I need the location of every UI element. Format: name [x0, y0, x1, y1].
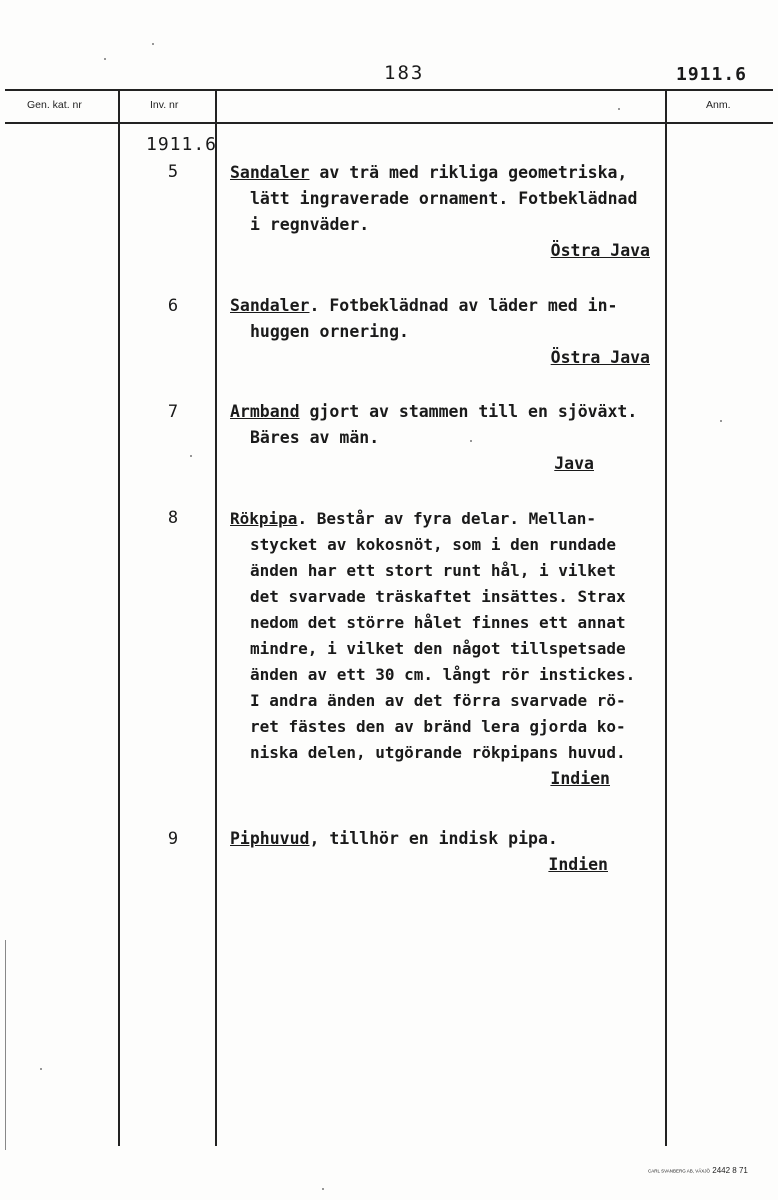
entry-place-row — [230, 766, 666, 792]
entry-title: Sandaler — [230, 163, 310, 182]
entry-line: Sandaler. Fotbeklädnad av läder med in- — [230, 296, 618, 315]
entry-place: Java — [554, 454, 594, 473]
entry-place: Östra Java — [550, 241, 650, 260]
year-label: 1911.6 — [146, 134, 218, 155]
entry-line: nedom det större hålet finnes ett annat — [250, 613, 626, 632]
scan-speck — [322, 1188, 324, 1190]
entry-line: Piphuvud, tillhör en indisk pipa. — [230, 829, 558, 848]
entry-line: Rökpipa. Består av fyra delar. Mellan- — [230, 509, 597, 528]
entry-place: Östra Java — [550, 348, 650, 367]
entry-line: lätt ingraverade ornament. Fotbeklädnad — [250, 189, 638, 208]
printer-name: CARL SVANBERG AB, VÄXJÖ — [648, 1168, 711, 1174]
catalog-entry-5 — [230, 160, 666, 264]
catalog-entry-7 — [230, 399, 666, 477]
entry-place-row — [230, 345, 666, 371]
divider-inv-text — [215, 90, 217, 1146]
entry-line: niska delen, utgörande rökpipans huvud. — [250, 743, 626, 762]
entry-line: i regnväder. — [250, 215, 370, 234]
inv-number-9: 9 — [167, 829, 179, 849]
divider-gen-inv — [118, 90, 120, 1146]
inv-number-5: 5 — [167, 162, 179, 182]
printer-mark — [648, 1166, 748, 1175]
inv-number-6: 6 — [167, 296, 179, 316]
column-gen-kat-nr: Gen. kat. nr — [27, 99, 82, 111]
scan-speck — [190, 455, 192, 457]
scan-speck — [720, 420, 722, 422]
scan-speck — [618, 108, 620, 110]
entry-title: Sandaler — [230, 296, 310, 315]
entry-place-row — [230, 451, 666, 477]
page-number: 183 — [384, 62, 425, 84]
catalog-entry-6 — [230, 293, 666, 371]
entry-line: stycket av kokosnöt, som i den rundade — [250, 535, 617, 554]
entry-place: Indien — [548, 855, 608, 874]
header-bottom-rule — [5, 122, 773, 124]
inv-number-7: 7 — [167, 402, 179, 422]
entry-line: Armband gjort av stammen till en sjöväxt. — [230, 402, 638, 421]
entry-line: änden av ett 30 cm. långt rör instickes. — [250, 665, 636, 684]
entry-title: Rökpipa — [230, 509, 298, 528]
entry-place-row — [230, 852, 666, 878]
catalog-entry-8 — [230, 506, 666, 792]
entry-line: ret fästes den av bränd lera gjorda ko- — [250, 717, 626, 736]
column-anm: Anm. — [706, 99, 731, 111]
year-header: 1911.6 — [676, 64, 748, 85]
inv-number-8: 8 — [167, 508, 179, 528]
entry-place: Indien — [550, 769, 610, 788]
entry-line: I andra änden av det förra svarvade rö- — [250, 691, 626, 710]
form-code: 2442 8 71 — [712, 1166, 748, 1175]
entry-line: mindre, i vilket den något tillspetsade — [250, 639, 626, 658]
entry-title: Armband — [230, 402, 300, 421]
entry-line: Bäres av män. — [250, 428, 380, 447]
scan-speck — [40, 1068, 42, 1070]
entry-line: det svarvade träskaftet insättes. Strax — [250, 587, 626, 606]
entry-title: Piphuvud — [230, 829, 310, 848]
entry-line: huggen ornering. — [250, 322, 409, 341]
entry-line: Sandaler av trä med rikliga geometriska, — [230, 163, 628, 182]
column-inv-nr: Inv. nr — [150, 99, 179, 111]
entry-place-row — [230, 238, 666, 264]
scan-speck — [104, 58, 106, 60]
left-margin-mark — [5, 940, 6, 1150]
scan-speck — [470, 440, 472, 442]
entry-line: änden har ett stort runt hål, i vilket — [250, 561, 617, 580]
scan-speck — [152, 43, 154, 45]
header-top-rule — [5, 89, 773, 91]
catalog-entry-9 — [230, 826, 666, 878]
